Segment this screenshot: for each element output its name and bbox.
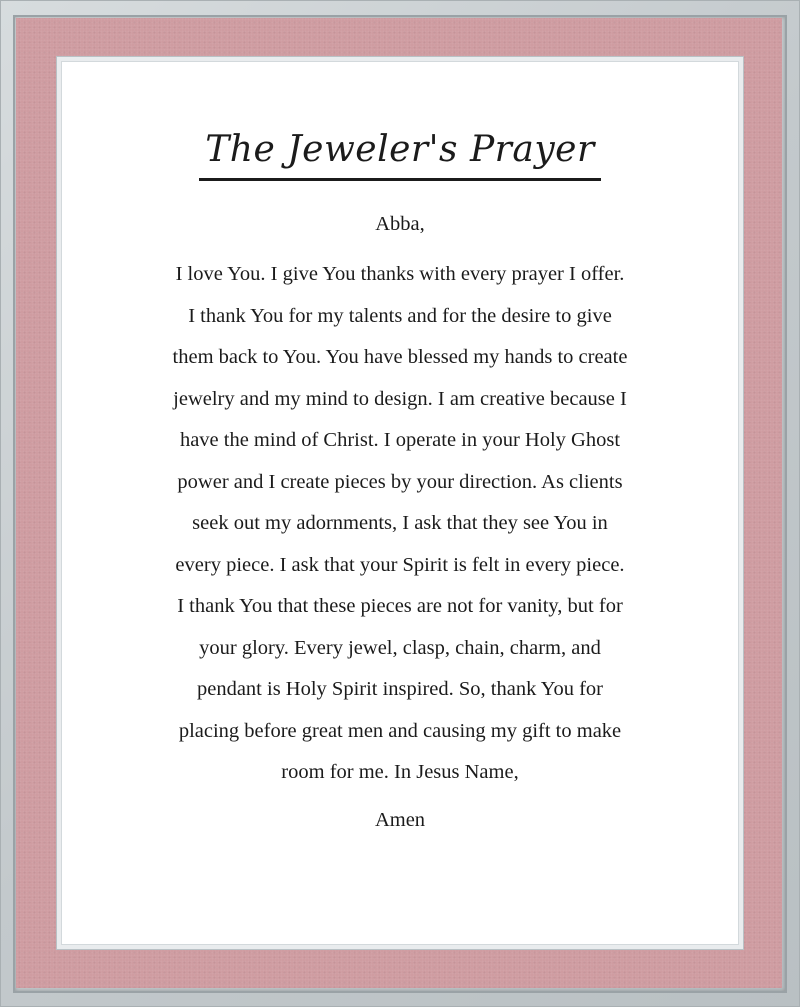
- prayer-line: seek out my adornments, I ask that they see You in: [192, 512, 608, 534]
- prayer-line: placing before great men and causing my gift to make: [178, 719, 622, 742]
- prayer-line: I thank You for my talents and for the desire to give: [188, 304, 612, 327]
- prayer-line: them back to You. You have blessed my hands to create: [172, 346, 628, 368]
- prayer-line: pendant is Holy Spirit inspired. So, thank You for: [196, 678, 604, 700]
- prayer-line: have the mind of Christ. I operate in your Holy Ghost: [179, 429, 621, 451]
- prayer-line: jewelry and my mind to design. I am creative because I: [173, 387, 627, 410]
- prayer-body: [100, 206, 700, 838]
- prayer-closing: Amen: [374, 808, 426, 831]
- prayer-title: The Jeweler's Prayer: [199, 128, 600, 181]
- prayer-greeting: Abba,: [375, 213, 425, 235]
- prayer-line: I love You. I give You thanks with every prayer I offer.: [175, 263, 625, 285]
- title-block: [0, 128, 800, 181]
- prayer-line: your glory. Every jewel, clasp, chain, charm, and: [199, 636, 601, 659]
- prayer-line: room for me. In Jesus Name,: [281, 761, 519, 783]
- prayer-line: power and I create pieces by your direction. As clients: [177, 470, 623, 493]
- prayer-line: every piece. I ask that your Spirit is felt in every piece.: [175, 553, 625, 576]
- prayer-line: I thank You that these pieces are not for vanity, but for: [177, 595, 623, 617]
